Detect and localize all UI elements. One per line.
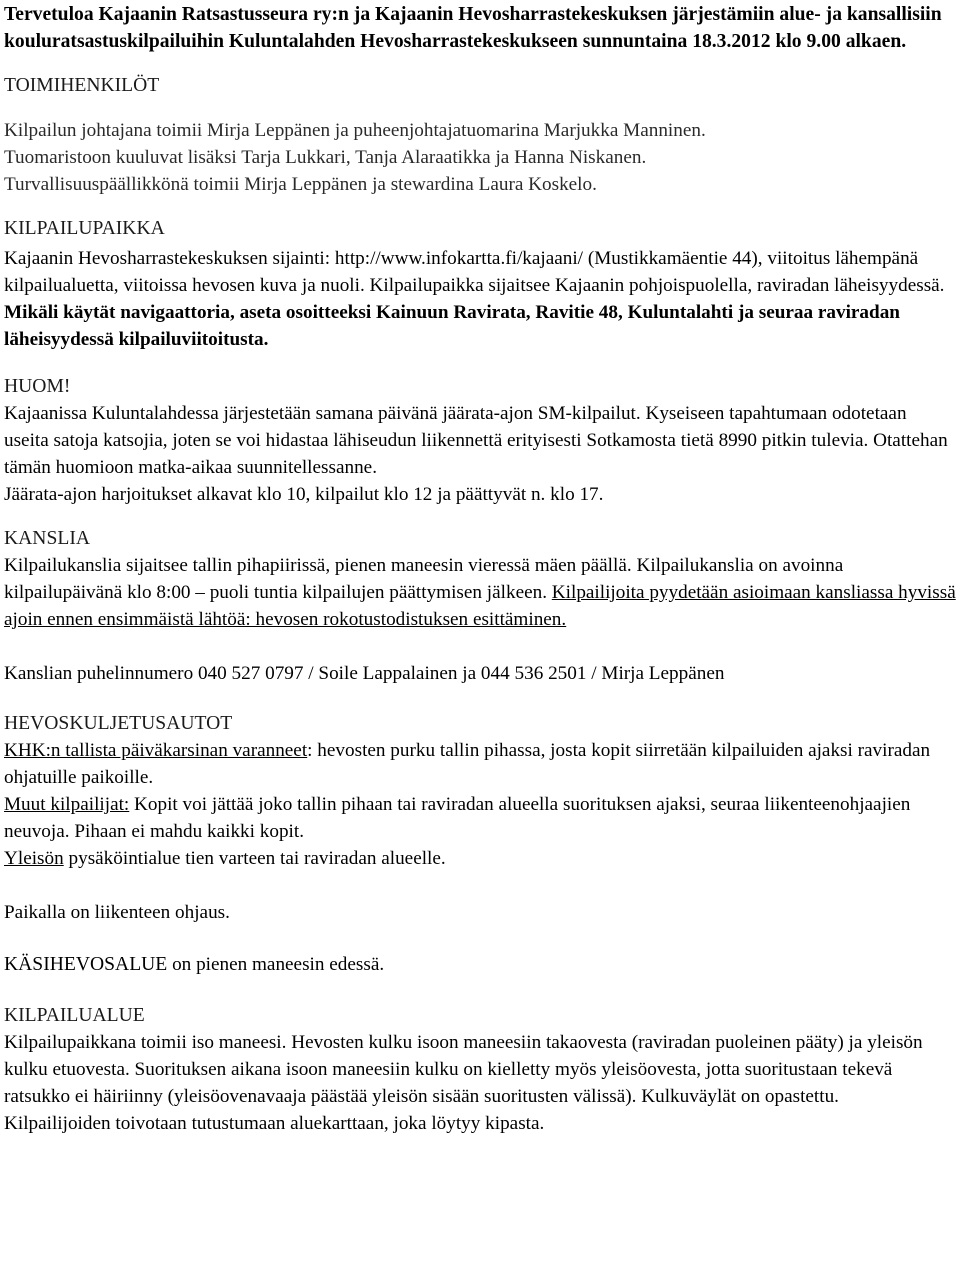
warmup-area [4, 951, 956, 978]
transport-item-3-text: pysäköintialue tien varteen tai raviradan alueelle. [63, 848, 446, 869]
transport-item-2-text: Kopit voi jättää joko tallin pihaan tai raviradan alueella suorituksen ajaksi, seuraa liikenteenohjaajien neuvoja. Pihaan ei mahdu kaikki kopit. [4, 794, 911, 842]
transport-item-1-text: : hevosten purku tallin pihassa, josta kopit siirretään kilpailuiden ajaksi raviradan ohjatuille paikoille. [4, 740, 931, 788]
arena-text: Kilpailupaikkana toimii iso maneesi. Hevosten kulku isoon maneesiin takaovesta (raviradan puoleinen pääty) ja yleisön kulku etuovesta. Suorituksen aikana isoon maneesiin kulku on kielletty myös yleisöovesta, jotta suoritustaan tekevä ratsukko ei häiriinny (yleisöovenavaaja päästää yleisön sisään suoritusten välissä). Kulkuväylät on opastettu. [4, 1032, 923, 1107]
arena-map-note: Kilpailijoiden toivotaan tutustumaan aluekarttaan, joka löytyy kipasta. [4, 1113, 545, 1134]
page-title: Tervetuloa Kajaanin Ratsastusseura ry:n ja Kajaanin Hevosharrastekeskuksen järjestämiin alue- ja kansallisiin kouluratsastuskilpailuihin Kuluntalahden Hevosharrastekeskukseen sunnuntaina 18.3.2012 klo 9.00 alkaen. [4, 4, 942, 52]
transport-item-3 [4, 845, 956, 872]
section-heading-kilpailualue: KILPAILUALUE [4, 1005, 145, 1026]
transport-item-2 [4, 791, 956, 845]
office-hours-text: Kilpailukanslia sijaitsee tallin pihapiirissä, pienen maneesin vieressä mäen päällä. Kilpailukanslia on avoinna kilpailupäivänä klo 8:00 – puoli tuntia kilpailujen päättymisen jälkeen. [4, 555, 844, 603]
transport-item-2-label: Muut kilpailijat: [4, 794, 130, 815]
staff-line-1: Kilpailun johtajana toimii Mirja Leppänen ja puheenjohtajatuomarina Marjukka Manninen. [4, 120, 706, 141]
document-page [4, 2, 956, 1137]
warmup-area-label: KÄSIHEVOSALUE [4, 954, 168, 975]
section-heading-hevoskuljetusautot: HEVOSKULJETUSAUTOT [4, 713, 233, 734]
notice-text: Kajaanissa Kuluntalahdessa järjestetään samana päivänä jäärata-ajon SM-kilpailut. Kyseiseen tapahtumaan odotetaan useita satoja katsojia, joten se voi hidastaa lähiseudun liikennettä erityisesti Sotkamosta tietä 8990 pitkin tulevia. Otattehan tämän huomioon matka-aikaa suunnitellessanne. [4, 403, 948, 478]
notice-schedule: Jäärata-ajon harjoitukset alkavat klo 10, kilpailut klo 12 ja päättyvät n. klo 17. [4, 484, 604, 505]
venue-text: Kajaanin Hevosharrastekeskuksen sijainti: http://www.infokartta.fi/kajaani/ (Mustikkamäentie 44), viitoitus lähempänä kilpailualuetta, viitoissa hevosen kuva ja nuoli. Kilpailupaikka sijaitsee Kajaanin pohjoispuolella, raviradan läheisyydessä. [4, 248, 945, 296]
warmup-area-text: on pienen maneesin edessä. [167, 954, 385, 975]
staff-line-3: Turvallisuuspäällikkönä toimii Mirja Leppänen ja stewardina Laura Koskelo. [4, 174, 597, 195]
office-request-text: Kilpailijoita pyydetään asioimaan kansliassa hyvissä ajoin ennen ensimmäistä lähtöä: hevosen rokotustodistuksen esittäminen. [4, 582, 956, 630]
navigator-instructions: Mikäli käytät navigaattoria, aseta osoitteeksi Kainuun Ravirata, Ravitie 48, Kuluntalahti ja seuraa raviradan läheisyydessä kilpailuviitoitusta. [4, 302, 900, 350]
staff-info [4, 117, 956, 198]
staff-line-2: Tuomaristoon kuuluvat lisäksi Tarja Lukkari, Tanja Alaraatikka ja Hanna Niskanen. [4, 147, 647, 168]
transport-item-3-label: Yleisön [4, 848, 64, 869]
section-heading-huom: HUOM! [4, 376, 71, 397]
office-phone: Kanslian puhelinnumero 040 527 0797 / Soile Lappalainen ja 044 536 2501 / Mirja Leppänen [4, 663, 725, 684]
section-heading-toimihenkilot: TOIMIHENKILÖT [4, 75, 160, 96]
section-heading-kanslia: KANSLIA [4, 528, 90, 549]
office-text [4, 552, 956, 633]
transport-item-1-label: KHK:n tallista päiväkarsinan varanneet [4, 740, 308, 761]
transport-item-1 [4, 737, 956, 791]
traffic-control-text: Paikalla on liikenteen ohjaus. [4, 902, 230, 923]
section-heading-kilpailupaikka: KILPAILUPAIKKA [4, 218, 165, 239]
